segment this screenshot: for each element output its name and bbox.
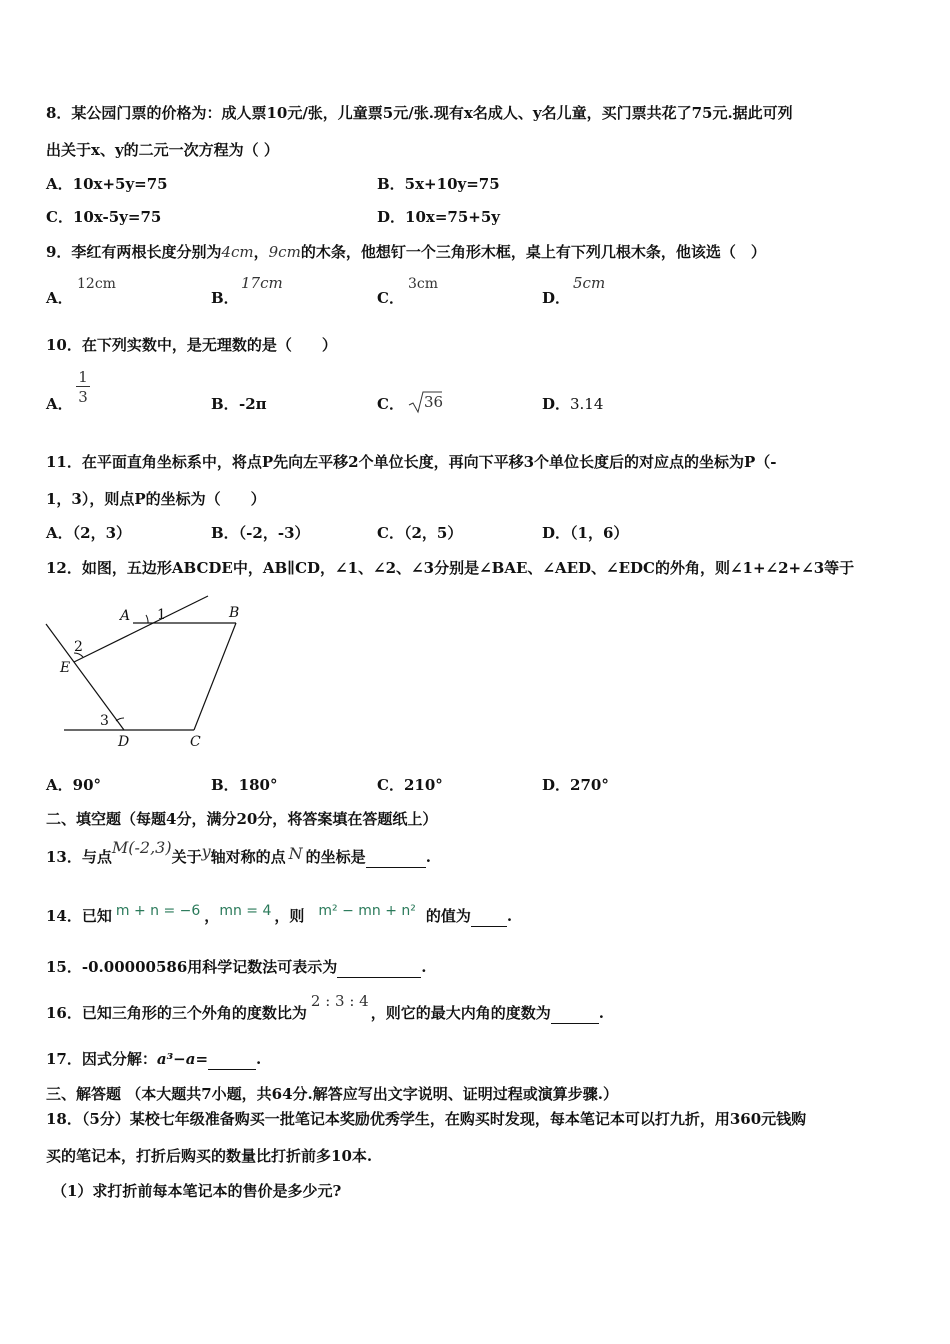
q14-post: 的值为 [425, 907, 471, 925]
q16-answer-blank[interactable] [551, 1003, 599, 1024]
q11-stem-line1: 11．在平面直角坐标系中，将点P先向左平移2个单位长度，再向下平移3个单位长度后的对应点的坐标为P（- [46, 453, 777, 471]
q12-option-d: D．270° [542, 776, 609, 794]
q9-option-d-label: D． [542, 289, 571, 307]
figure-label-a: A [120, 608, 131, 624]
q17-stem [46, 1049, 261, 1070]
figure-angle-3: 3 [100, 713, 109, 729]
section-3-heading: 三、解答题 （本大题共7小题，共64分.解答应写出文字说明、证明过程或演算步骤.） [46, 1085, 618, 1103]
q9-stem-post: 的木条，他想钉一个三角形木框，桌上有下列几根木条，他该选（ ） [300, 243, 766, 261]
q14-eq2: mn = 4 [219, 903, 272, 919]
figure-angle-2: 2 [74, 639, 83, 655]
q10-option-c-label: C． [377, 395, 404, 413]
q16-ratio: 2 : 3 : 4 [310, 992, 369, 1010]
q14-comma: ， [204, 907, 220, 925]
angle-1-arc [146, 615, 148, 623]
q9-sep: ， [253, 243, 269, 261]
q11-option-b: B．（-2，-3） [211, 524, 310, 542]
figure-angle-1: 1 [157, 607, 166, 623]
q14-expr: m² − mn + n² [318, 903, 416, 919]
q13-answer-blank[interactable] [366, 847, 426, 868]
pentagon-figure [40, 590, 280, 760]
q13-post: 的坐标是 [305, 848, 366, 866]
q17-pre: 17．因式分解： [46, 1050, 157, 1068]
q13-point-n: N [288, 844, 303, 863]
q13-mid2: 轴对称的点 [210, 848, 286, 866]
q10-option-a-fraction [76, 368, 90, 407]
q14-answer-blank[interactable] [471, 906, 507, 927]
q8-option-b: B．5x+10y=75 [377, 175, 500, 193]
line-bc [194, 623, 236, 730]
q10-option-d-value: 3.14 [570, 395, 604, 413]
line-de-extended [46, 624, 124, 730]
q18-sub1: （1）求打折前每本笔记本的售价是多少元? [52, 1182, 342, 1200]
figure-label-c: C [190, 734, 201, 750]
q9-stem [46, 242, 766, 262]
q17-expr: a³−a= [156, 1050, 209, 1068]
q14-end: . [506, 907, 513, 925]
q9-option-a-value: 12cm [77, 276, 116, 292]
q8-stem-line2: 出关于x、y的二元一次方程为（ ） [46, 141, 279, 159]
q12-option-c: C．210° [377, 776, 443, 794]
q13-pre: 13．与点 [46, 848, 112, 866]
q13-stem [46, 838, 431, 868]
q10-sqrt-radicand: 36 [424, 393, 444, 411]
q17-end: . [256, 1050, 262, 1068]
angle-3-arc [116, 718, 124, 721]
figure-label-e: E [60, 660, 71, 676]
line-ea-extended [74, 596, 208, 662]
q10-option-a-label: A． [46, 395, 73, 413]
q8-option-c: C．10x-5y=75 [46, 208, 162, 226]
q16-end: . [598, 1004, 604, 1022]
q13-axis: y [201, 842, 211, 861]
q11-option-a: A．（2，3） [46, 524, 132, 542]
q17-answer-blank[interactable] [208, 1049, 256, 1070]
q9-stem-pre: 9．李红有两根长度分别为 [46, 243, 222, 261]
q14-pre: 14．已知 [46, 907, 112, 925]
q16-stem [46, 992, 604, 1024]
q9-option-c-value: 3cm [408, 276, 439, 292]
q15-end: . [421, 958, 427, 976]
q8-option-d: D．10x=75+5y [377, 208, 500, 226]
q18-stem-line2: 买的笔记本，打折后购买的数量比打折前多10本. [46, 1147, 373, 1165]
q10-stem: 10．在下列实数中，是无理数的是（ ） [46, 336, 337, 354]
q10-option-b-label: B． [211, 395, 239, 413]
q11-option-c: C．（2，5） [377, 524, 463, 542]
q12-stem: 12．如图，五边形ABCDE中，AB∥CD，∠1、∠2、∠3分别是∠BAE、∠AED、∠EDC的外角，则∠1+∠2+∠3等于 [46, 559, 855, 577]
q10-option-d-label: D． [542, 395, 571, 413]
q11-option-d: D．（1，6） [542, 524, 629, 542]
q11-stem-line2: 1，3），则点P的坐标为（ ） [46, 490, 266, 508]
q8-stem-line1: 8．某公园门票的价格为：成人票10元/张，儿童票5元/张.现有x名成人、y名儿童，买门票共花了75元.据此可列 [46, 104, 793, 122]
q8-option-a: A．10x+5y=75 [46, 175, 168, 193]
q10-fraction-denominator: 3 [78, 388, 88, 406]
q16-post: ，则它的最大内角的度数为 [370, 1004, 551, 1022]
q9-option-a-label: A． [46, 289, 73, 307]
q15-answer-blank[interactable] [337, 957, 421, 978]
q9-option-b-value: 17cm [241, 274, 283, 292]
q9-option-c-label: C． [377, 289, 404, 307]
q14-eq1: m + n = −6 [115, 903, 201, 919]
q12-option-b: B．180° [211, 776, 278, 794]
q13-mid1: 关于 [171, 848, 202, 866]
q18-stem-line1: 18．（5分）某校七年级准备购买一批笔记本奖励优秀学生，在购买时发现，每本笔记本可以打九折，用360元钱购 [46, 1110, 807, 1128]
q9-option-d-value: 5cm [573, 274, 606, 292]
q13-end: . [425, 848, 431, 866]
q16-pre: 16．已知三角形的三个外角的度数比为 [46, 1004, 307, 1022]
q12-option-a: A．90° [46, 776, 102, 794]
figure-label-d: D [118, 734, 130, 750]
figure-label-b: B [229, 605, 240, 621]
q13-point: M(-2,3) [111, 838, 172, 857]
section-2-heading: 二、填空题（每题4分，满分20分，将答案填在答题纸上） [46, 810, 438, 828]
q9-option-b-label: B． [211, 289, 239, 307]
q9-len1: 4cm [221, 243, 254, 261]
q9-len2: 9cm [268, 243, 301, 261]
q14-stem [46, 903, 513, 927]
q14-mid: ，则 [274, 907, 305, 925]
q10-fraction-numerator: 1 [78, 368, 88, 386]
q15-text: 15．-0.00000586用科学记数法可表示为 [46, 958, 338, 976]
q10-option-b-value: -2π [239, 395, 267, 413]
q15-stem [46, 957, 427, 978]
